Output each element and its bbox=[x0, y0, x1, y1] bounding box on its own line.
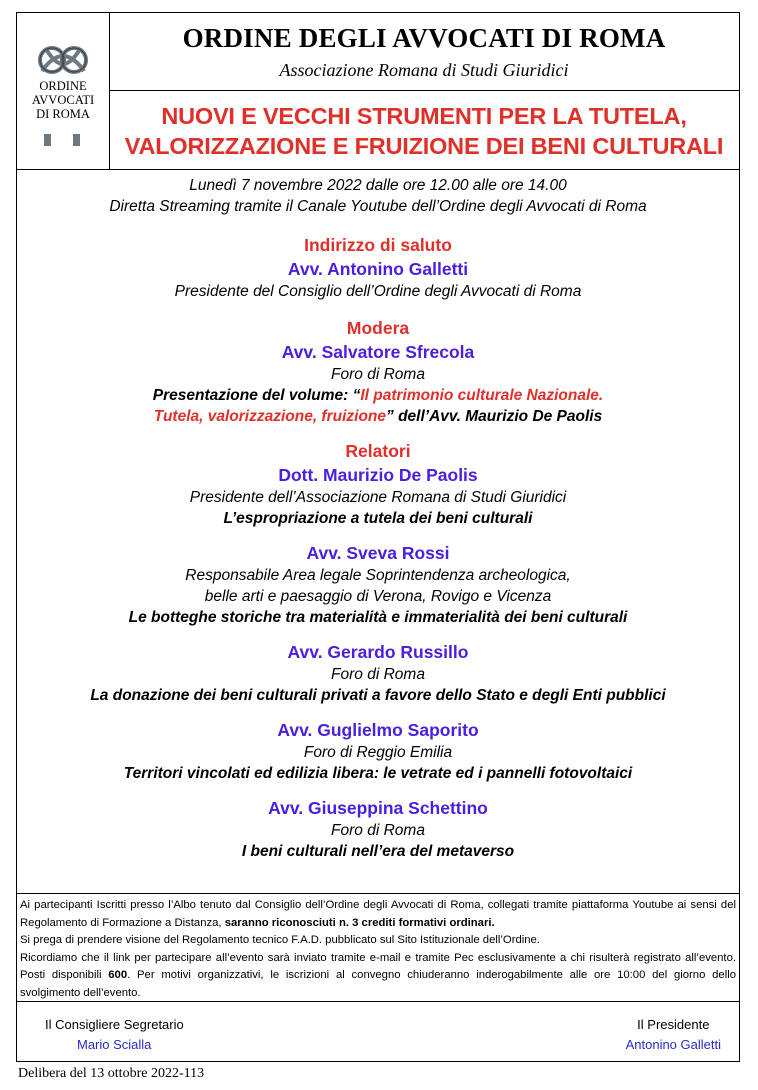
speaker-4-name: Avv. Guglielmo Saporito bbox=[277, 720, 479, 740]
event-date: Lunedì 7 novembre 2022 dalle ore 12.00 alle ore 14.00 bbox=[189, 177, 567, 194]
notice-paragraph-1 bbox=[20, 897, 736, 932]
notice-p1-bold: saranno riconosciuti n. 3 crediti formativi ordinari. bbox=[224, 916, 495, 929]
presentation-line-1 bbox=[17, 385, 739, 406]
signature-right-title: Il Presidente bbox=[637, 1017, 710, 1032]
presentation-line-2 bbox=[17, 406, 739, 427]
event-title-line-1: NUOVI E VECCHI STRUMENTI PER LA TUTELA, bbox=[161, 103, 687, 129]
speaker-1-name: Dott. Maurizio De Paolis bbox=[278, 465, 478, 485]
speaker-3-name: Avv. Gerardo Russillo bbox=[287, 642, 469, 662]
signature-left bbox=[45, 1015, 184, 1055]
notice-divider bbox=[17, 893, 739, 894]
event-stream: Diretta Streaming tramite il Canale Youtube dell’Ordine degli Avvocati di Roma bbox=[109, 198, 647, 215]
speaker-5-name: Avv. Giuseppina Schettino bbox=[268, 798, 488, 818]
logo-text bbox=[17, 79, 109, 121]
signature-left-name: Mario Scialla bbox=[77, 1037, 152, 1052]
signature-right bbox=[626, 1015, 721, 1055]
presentation-suffix: ” dell’Avv. Maurizio De Paolis bbox=[386, 408, 603, 425]
speaker-1-role: Presidente dell’Associazione Romana di Studi Giuridici bbox=[189, 489, 567, 506]
speaker-5-role: Foro di Roma bbox=[331, 822, 425, 839]
columns-emblem-icon bbox=[39, 133, 85, 147]
org-subtitle: Associazione Romana di Studi Giuridici bbox=[279, 60, 569, 80]
speaker-2-name: Avv. Sveva Rossi bbox=[306, 543, 450, 563]
notice-p3-text: Ricordiamo che il link per partecipare all’evento sarà inviato tramite e-mail e tramite Pec esclusivamente a chi risulterà registrato all’evento. Posti disponibili bbox=[20, 951, 736, 981]
moderator-heading: Modera bbox=[346, 318, 410, 338]
logo-line-1: ORDINE bbox=[39, 79, 87, 93]
notice-paragraph-3 bbox=[20, 950, 736, 1003]
speaker-3-role: Foro di Roma bbox=[331, 666, 425, 683]
moderator-role: Foro di Roma bbox=[331, 366, 425, 383]
logo-line-3: DI ROMA bbox=[36, 107, 90, 121]
document-frame bbox=[16, 12, 740, 1062]
greeting-heading: Indirizzo di saluto bbox=[304, 235, 452, 255]
moderator-name: Avv. Salvatore Sfrecola bbox=[281, 342, 475, 362]
notice-p3-end: . Per motivi organizzativi, le iscrizioni al convegno chiuderanno inderogabilmente alle ore 10:00 del giorno dello svolgimento dell’evento. bbox=[20, 969, 736, 999]
speaker-2-topic: Le botteghe storiche tra materialità e immaterialità dei beni culturali bbox=[128, 609, 628, 626]
speaker-3-topic: La donazione dei beni culturali privati a favore dello Stato e degli Enti pubblici bbox=[90, 687, 666, 704]
knot-logo-icon bbox=[36, 43, 90, 79]
notice-paragraph-2: Si prega di prendere visione del Regolamento tecnico F.A.D. pubblicato sul Sito Istituzionale dell’Ordine. bbox=[20, 934, 540, 946]
program bbox=[17, 175, 739, 862]
event-title bbox=[109, 101, 739, 161]
signature-right-name: Antonino Galletti bbox=[625, 1037, 721, 1052]
event-title-line-2: VALORIZZAZIONE E FRUIZIONE DEI BENI CULTURALI bbox=[124, 133, 724, 159]
book-title-part-2: Tutela, valorizzazione, fruizione bbox=[153, 408, 387, 425]
credits-notice bbox=[17, 897, 739, 1002]
logo-block bbox=[17, 13, 109, 169]
greeting-name: Avv. Antonino Galletti bbox=[287, 259, 469, 279]
logo-line-2: AVVOCATI bbox=[31, 93, 95, 107]
speaker-2-role-1: Responsabile Area legale Soprintendenza archeologica, bbox=[185, 567, 571, 584]
presentation-prefix: Presentazione del volume: “ bbox=[152, 387, 361, 404]
notice-p1-text: Ai partecipanti Iscritti presso l’Albo tenuto dal Consiglio dell’Ordine degli Avvocati di Roma, collegati tramite piattaforma Youtube ai sensi del Regolamento di Formazione a Distanza, bbox=[20, 899, 736, 929]
speakers-heading: Relatori bbox=[345, 441, 411, 461]
speaker-4-role: Foro di Reggio Emilia bbox=[303, 744, 453, 761]
speaker-1-topic: L’espropriazione a tutela dei beni culturali bbox=[223, 510, 533, 527]
header-divider-bottom bbox=[17, 169, 739, 170]
greeting-role: Presidente del Consiglio dell’Ordine degli Avvocati di Roma bbox=[174, 283, 582, 300]
book-title-part-1: Il patrimonio culturale Nazionale. bbox=[360, 387, 604, 404]
speaker-4-topic: Territori vincolati ed edilizia libera: le vetrate ed i pannelli fotovoltaici bbox=[123, 765, 633, 782]
header-divider-top bbox=[109, 90, 739, 91]
notice-p3-bold: 600 bbox=[108, 969, 128, 981]
signature-left-title: Il Consigliere Segretario bbox=[45, 1017, 184, 1032]
footer-deliberation: Delibera del 13 ottobre 2022-113 bbox=[18, 1066, 205, 1081]
speaker-2-role-2: belle arti e paesaggio di Verona, Rovigo e Vicenza bbox=[204, 588, 552, 605]
speaker-5-topic: I beni culturali nell’era del metaverso bbox=[241, 843, 515, 860]
org-title: ORDINE DEGLI AVVOCATI DI ROMA bbox=[182, 23, 666, 53]
